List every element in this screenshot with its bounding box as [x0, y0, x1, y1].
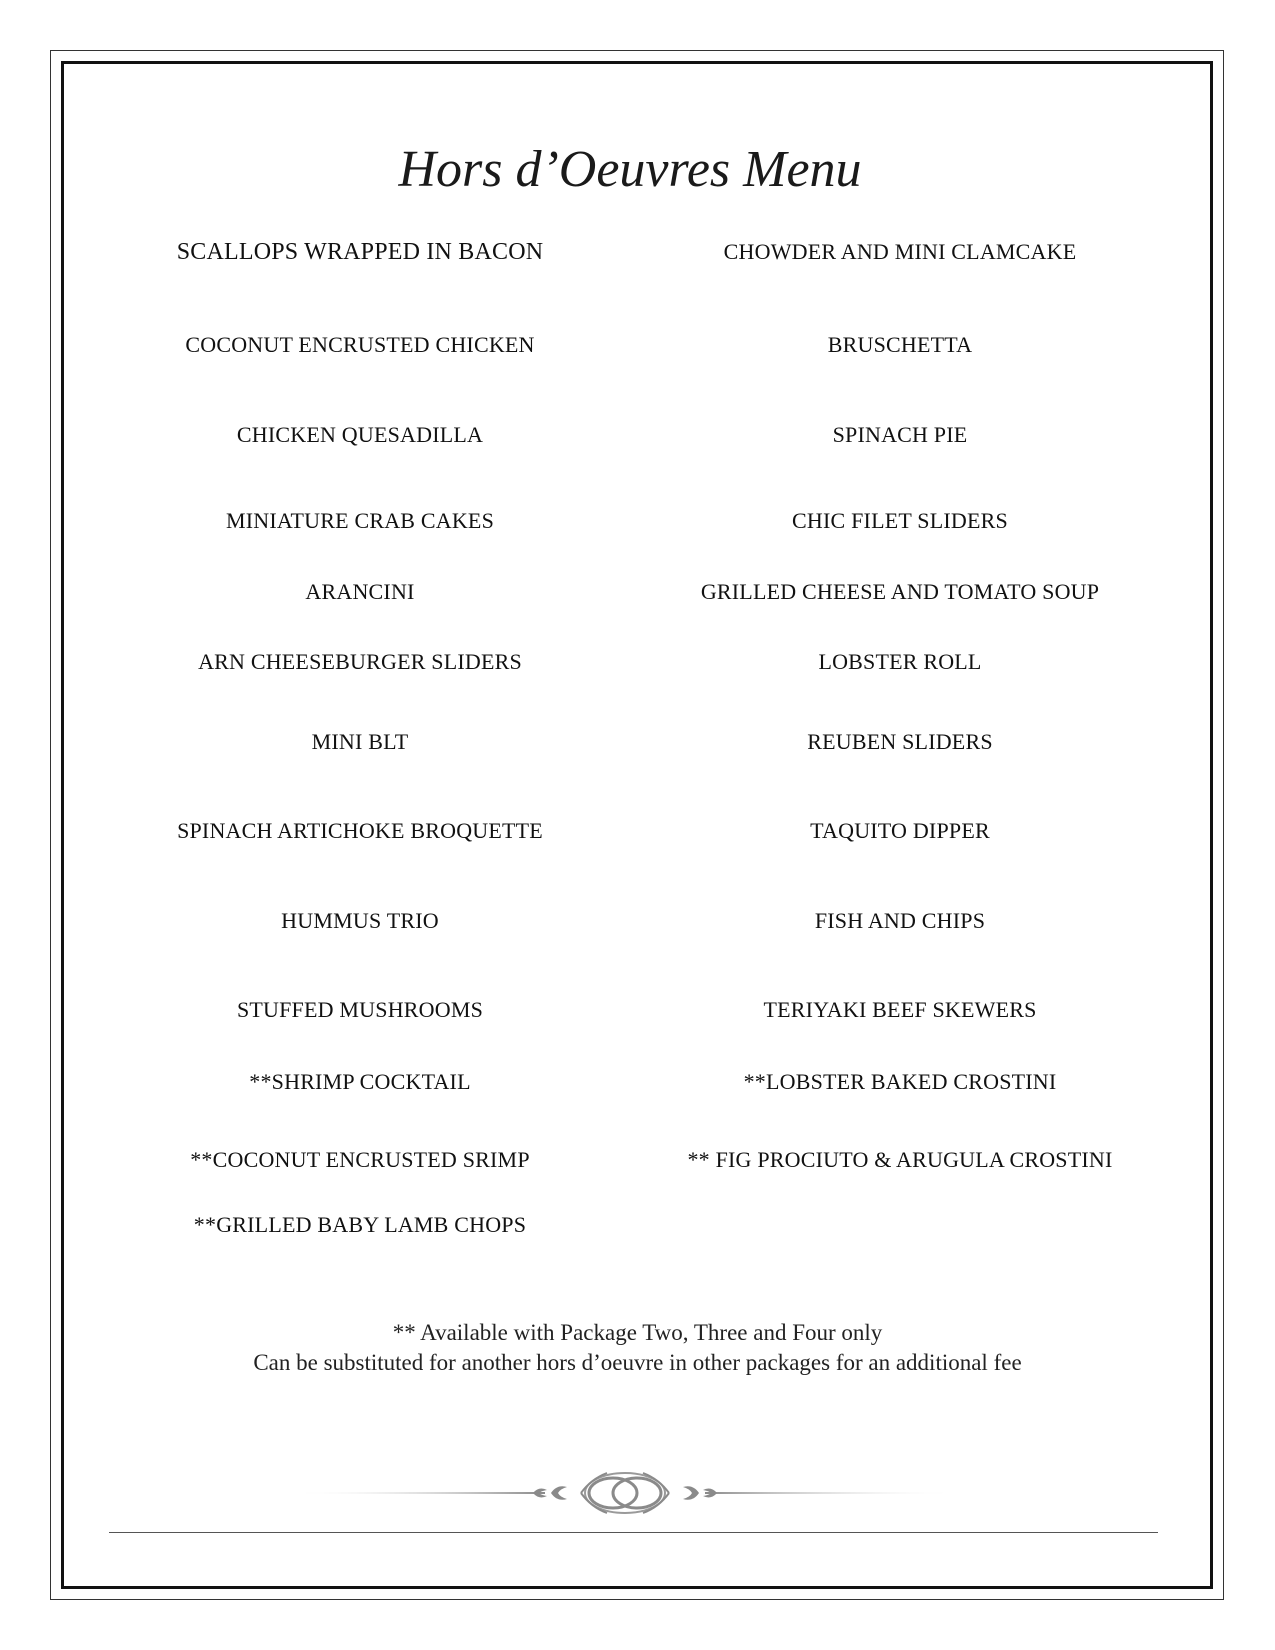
- menu-item-right: CHOWDER AND MINI CLAMCAKE: [723, 239, 1077, 264]
- menu-item-left: SPINACH ARTICHOKE BROQUETTE: [177, 818, 543, 843]
- menu-item-left: CHICKEN QUESADILLA: [236, 422, 484, 447]
- menu-item-left: **COCONUT ENCRUSTED SRIMP: [190, 1147, 530, 1172]
- menu-item-right: ** FIG PROCIUTO & ARUGULA CROSTINI: [687, 1147, 1113, 1172]
- menu-item-right: **LOBSTER BAKED CROSTINI: [743, 1069, 1057, 1094]
- menu-item-right: BRUSCHETTA: [827, 332, 973, 357]
- menu-item-left: ARN CHEESEBURGER SLIDERS: [198, 649, 522, 674]
- substitution-note: Can be substituted for another hors d’oeuvre in other packages for an additional fee: [253, 1350, 1022, 1375]
- flourish-divider-icon: [295, 1470, 955, 1516]
- bottom-rule: [109, 1532, 1158, 1533]
- menu-item-left: SCALLOPS WRAPPED IN BACON: [176, 239, 544, 265]
- menu-item-left: MINI BLT: [311, 729, 409, 754]
- menu-item-right: FISH AND CHIPS: [814, 908, 986, 933]
- menu-title: Hors d’Oeuvres Menu: [398, 141, 862, 198]
- menu-item-left: ARANCINI: [305, 579, 415, 604]
- menu-item-right: SPINACH PIE: [832, 422, 968, 447]
- menu-item-left: MINIATURE CRAB CAKES: [225, 508, 495, 533]
- menu-item-right: CHIC FILET SLIDERS: [792, 508, 1008, 533]
- menu-item-left: STUFFED MUSHROOMS: [236, 997, 484, 1022]
- menu-item-right: GRILLED CHEESE AND TOMATO SOUP: [700, 579, 1100, 604]
- menu-item-left: COCONUT ENCRUSTED CHICKEN: [185, 332, 535, 357]
- menu-item-right: REUBEN SLIDERS: [807, 729, 993, 754]
- menu-item-left: **SHRIMP COCKTAIL: [249, 1069, 471, 1094]
- menu-item-right: TERIYAKI BEEF SKEWERS: [763, 997, 1037, 1022]
- menu-item-right: TAQUITO DIPPER: [810, 818, 990, 843]
- menu-item-right: LOBSTER ROLL: [818, 649, 982, 674]
- menu-item-left: **GRILLED BABY LAMB CHOPS: [193, 1212, 527, 1237]
- menu-item-left: HUMMUS TRIO: [281, 908, 439, 933]
- availability-note: ** Available with Package Two, Three and Four only: [392, 1320, 883, 1345]
